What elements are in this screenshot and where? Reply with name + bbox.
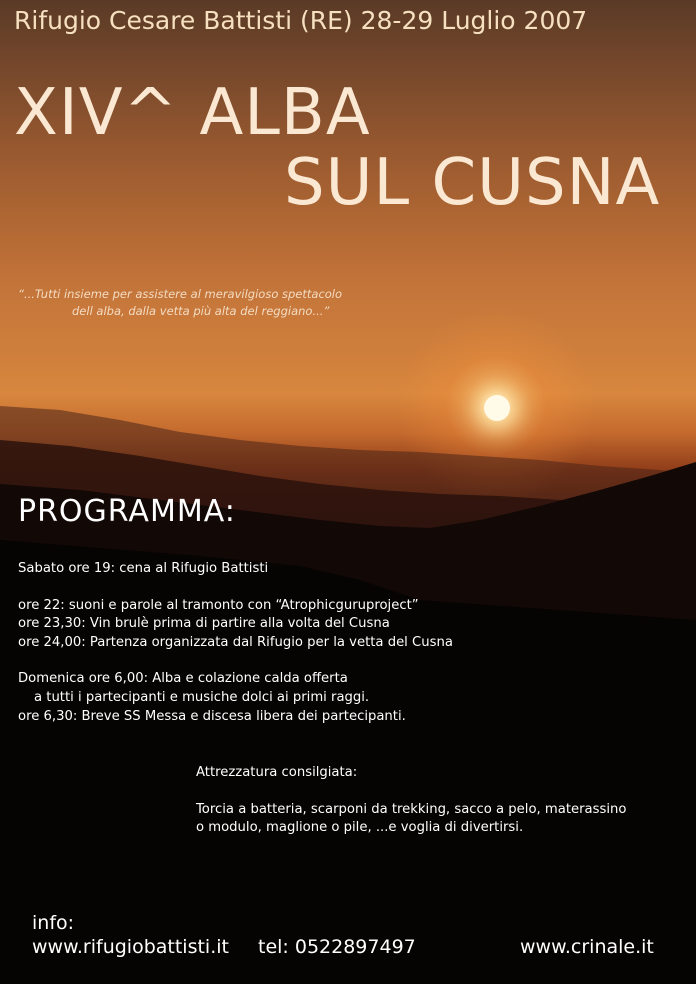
program-item: Domenica ore 6,00: Alba e colazione calda offerta	[18, 671, 348, 687]
program-heading: PROGRAMMA:	[18, 494, 236, 529]
tagline-quote	[18, 286, 358, 320]
info-label: info:	[32, 912, 75, 934]
quote-line-2: dell alba, dalla vetta più alta del reggiano...”	[72, 304, 330, 318]
equipment-line: o modulo, maglione o pile, ...e voglia di divertirsi.	[196, 820, 524, 836]
equipment-line: Torcia a batteria, scarponi da trekking, sacco a pelo, materassino	[196, 801, 627, 817]
website-link[interactable]: www.rifugiobattisti.it	[32, 936, 229, 958]
title-line-2: SUL CUSNA	[284, 146, 661, 220]
program-item: Sabato ore 19: cena al Rifugio Battisti	[18, 561, 269, 576]
program-item: ore 24,00: Partenza organizzata dal Rifugio per la vetta del Cusna	[18, 634, 453, 650]
quote-line-1: “...Tutti insieme per assistere al meravilgioso spettacolo	[18, 287, 343, 301]
equipment-section	[196, 764, 686, 838]
program-item: ore 6,30: Breve SS Messa e discesa libera dei partecipanti.	[18, 708, 406, 724]
program-item: a tutti i partecipanti e musiche dolci ai primi raggi.	[34, 689, 370, 705]
phone-number: tel: 0522897497	[258, 936, 416, 958]
equipment-heading: Attrezzatura consilgiata:	[196, 765, 358, 780]
program-list	[18, 560, 678, 726]
event-header: Rifugio Cesare Battisti (RE) 28-29 Luglio 2007	[14, 6, 588, 35]
title-line-1: XIV^ ALBA	[14, 76, 371, 150]
program-item: ore 22: suoni e parole al tramonto con “Atrophicguruproject”	[18, 597, 419, 613]
program-item: ore 23,30: Vin brulè prima di partire alla volta del Cusna	[18, 616, 390, 632]
footer-contacts	[32, 936, 672, 958]
website2-link[interactable]: www.crinale.it	[520, 936, 654, 958]
